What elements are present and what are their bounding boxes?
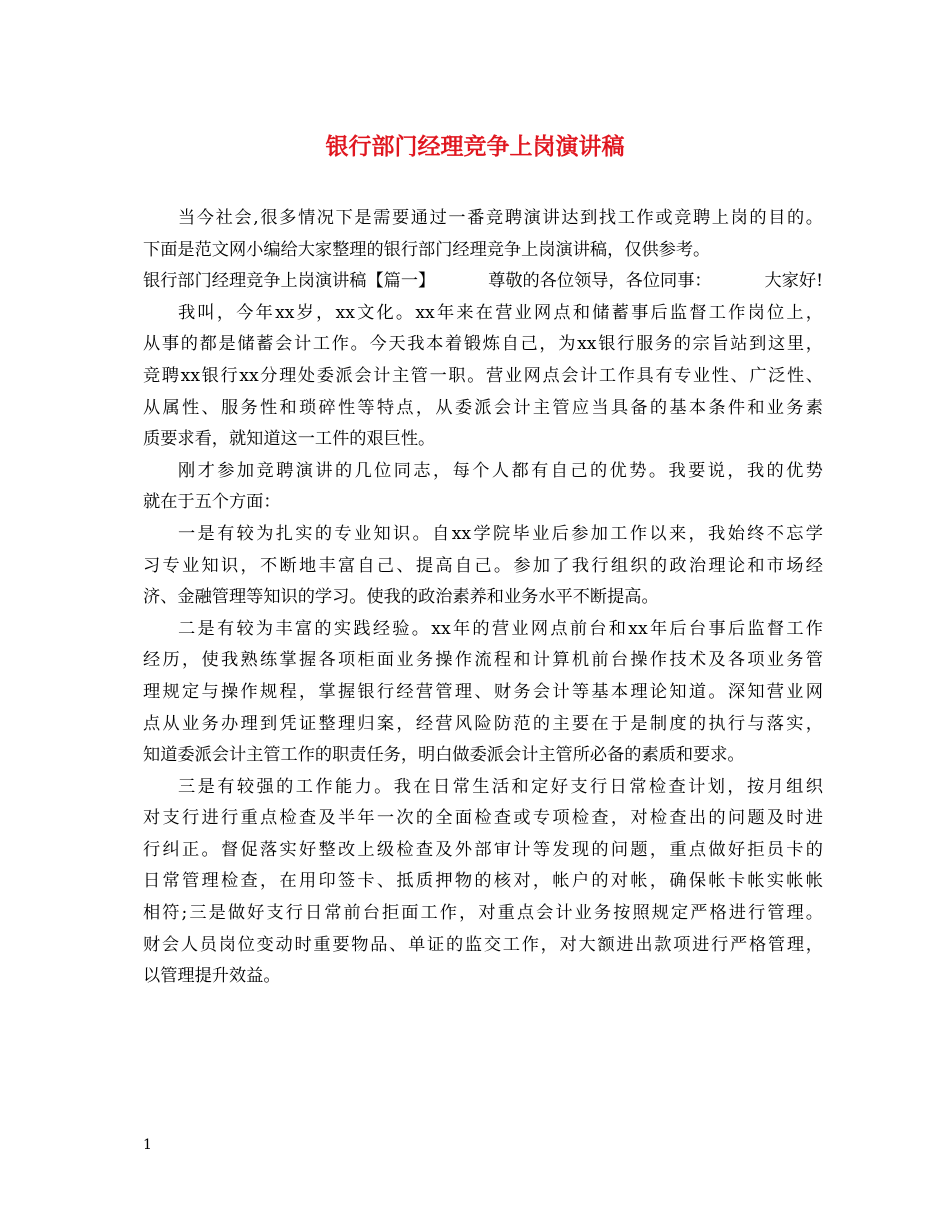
- salutation: 尊敬的各位领导，各位同事：: [488, 271, 712, 292]
- page-number: 1: [143, 1137, 152, 1153]
- text-line: 三是有较强的工作能力。我在日常生活和定好支行日常检查计划，按月组织: [178, 776, 823, 797]
- text-line: 日常管理检查，在用印签卡、抵质押物的核对，帐户的对帐，确保帐卡帐实帐帐: [143, 871, 823, 892]
- document-title: 银行部门经理竞争上岗演讲稿: [325, 133, 625, 160]
- text-line: 以管理提升效益。: [143, 966, 281, 987]
- text-line: 二是有较为丰富的实践经验。xx年的营业网点前台和xx年后台事后监督工作: [178, 618, 823, 639]
- text-line: 竞聘xx银行xx分理处委派会计主管一职。营业网点会计工作具有专业性、广泛性、: [143, 365, 823, 386]
- text-line: 就在于五个方面：: [143, 492, 281, 513]
- text-line: 下面是范文网小编给大家整理的银行部门经理竞争上岗演讲稿，仅供参考。: [143, 239, 711, 260]
- text-line: 行纠正。督促落实好整改上级检查及外部审计等发现的问题，重点做好拒员卡的: [143, 839, 823, 860]
- text-line: 经历，使我熟练掌握各项柜面业务操作流程和计算机前台操作技术及各项业务管: [143, 650, 823, 671]
- text-line: 当今社会,很多情况下是需要通过一番竞聘演讲达到找工作或竞聘上岗的目的。: [178, 208, 823, 228]
- section-heading: 银行部门经理竞争上岗演讲稿【篇一】: [143, 271, 436, 292]
- text-line: 济、金融管理等知识的学习。使我的政治素养和业务水平不断提高。: [143, 587, 659, 608]
- text-line: 对支行进行重点检查及半年一次的全面检查或专项检查，对检查出的问题及时进: [143, 808, 823, 829]
- text-line: 习专业知识，不断地丰富自己、提高自己。参加了我行组织的政治理论和市场经: [143, 555, 823, 576]
- text-line: 质要求看，就知道这一工件的艰巨性。: [143, 429, 436, 450]
- section-header-line: [143, 266, 823, 298]
- text-line: 相符;三是做好支行日常前台拒面工作，对重点会计业务按照规定严格进行管理。: [143, 903, 823, 924]
- text-line: 财会人员岗位变动时重要物品、单证的监交工作，对大额进出款项进行严格管理，: [143, 934, 823, 955]
- text-line: 刚才参加竞聘演讲的几位同志，每个人都有自己的优势。我要说，我的优势: [178, 460, 823, 481]
- document-body: [143, 203, 823, 993]
- text-line: 一是有较为扎实的专业知识。自xx学院毕业后参加工作以来，我始终不忘学: [178, 523, 823, 544]
- greeting: 大家好!: [764, 271, 823, 292]
- text-line: 知道委派会计主管工作的职责任务，明白做委派会计主管所必备的素质和要求。: [143, 745, 745, 766]
- text-line: 点从业务办理到凭证整理归案，经营风险防范的主要在于是制度的执行与落实，: [143, 713, 823, 734]
- text-line: 理规定与操作规程，掌握银行经营管理、财务会计等基本理论知道。深知营业网: [143, 681, 823, 702]
- text-line: 从属性、服务性和琐碎性等特点，从委派会计主管应当具备的基本条件和业务素: [143, 397, 823, 418]
- text-line: 从事的都是储蓄会计工作。今天我本着锻炼自己，为xx银行服务的宗旨站到这里，: [143, 334, 823, 355]
- text-line: 我叫，今年xx岁，xx文化。xx年来在营业网点和储蓄事后监督工作岗位上，: [178, 302, 823, 323]
